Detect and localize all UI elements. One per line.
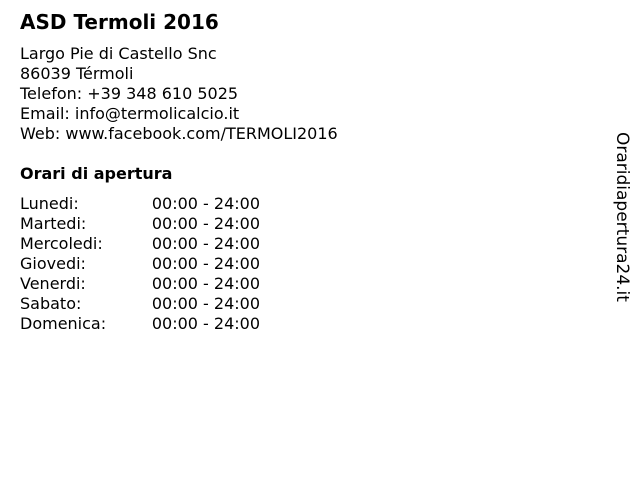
day-label: Venerdi: [20,274,86,293]
day-label: Lunedi: [20,194,79,213]
time-range: 00:00 - 24:00 [151,294,260,313]
time-range: 00:00 - 24:00 [151,214,260,233]
opening-hours-heading: Orari di apertura [20,164,173,183]
phone-number: Telefon: +39 348 610 5025 [20,84,239,103]
site-watermark [612,132,636,308]
business-name: ASD Termoli 2016 [20,10,219,34]
website-address: Web: www.facebook.com/TERMOLI2016 [20,124,338,143]
day-label: Domenica: [20,314,107,333]
address-street: Largo Pie di Castello Snc [20,44,217,63]
day-label: Mercoledi: [20,234,103,253]
time-range: 00:00 - 24:00 [151,314,260,333]
email-address: Email: info@termolicalcio.it [20,104,240,123]
time-range: 00:00 - 24:00 [151,254,260,273]
time-range: 00:00 - 24:00 [151,234,260,253]
day-label: Giovedi: [20,254,86,273]
address-city: 86039 Térmoli [20,64,134,83]
day-label: Martedi: [20,214,87,233]
day-label: Sabato: [20,294,82,313]
time-range: 00:00 - 24:00 [151,194,260,213]
time-range: 00:00 - 24:00 [151,274,260,293]
contact-info [20,44,338,144]
watermark-text: Oraridiapertura24.it [612,132,632,302]
